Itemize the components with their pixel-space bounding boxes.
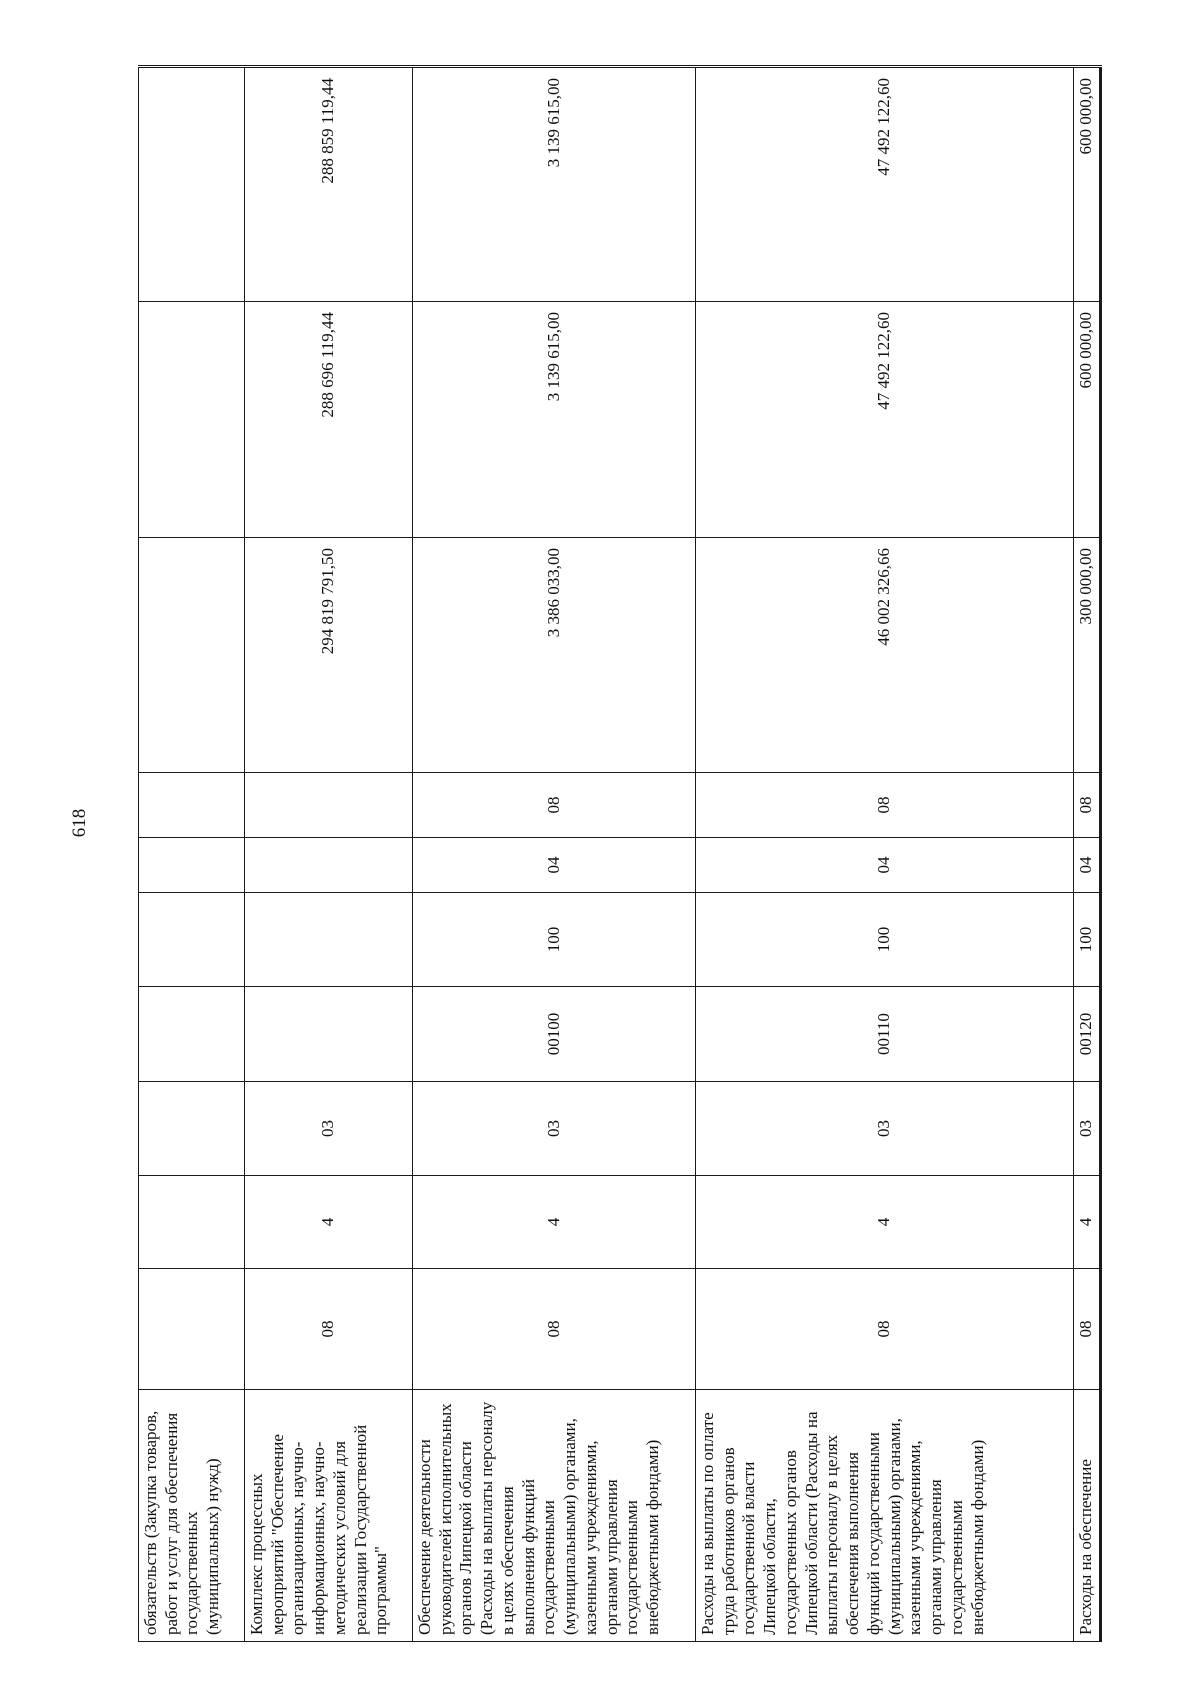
cell-code-3: 03 [696,1082,1074,1176]
table-row [696,67,1074,1642]
cell-value-3 [139,67,245,302]
cell-code-1: 08 [696,1269,1074,1390]
cell-code-1: 08 [1074,1269,1101,1390]
cell-code-4 [139,987,245,1082]
row-description: Комплекс процессных мероприятий "Обеспечение организационных, научно-информационных, научно-методических условий для реализации Государственной программы" [245,1390,413,1642]
cell-code-5: 100 [1074,893,1101,987]
cell-code-7 [139,773,245,838]
cell-code-4: 00110 [696,987,1074,1082]
cell-value-1 [139,538,245,773]
cell-code-6 [245,838,413,893]
row-description: Расходы на обеспечение [1074,1390,1101,1642]
cell-code-1: 08 [413,1269,696,1390]
cell-code-6 [139,838,245,893]
cell-value-3: 600 000,00 [1074,67,1101,302]
cell-value-1: 3 386 033,00 [413,538,696,773]
row-description: обязательств (Закупка товаров, работ и услуг для обеспечения государственных (муниципальных) нужд) [139,1390,245,1642]
cell-code-7: 08 [413,773,696,838]
cell-code-2: 4 [413,1176,696,1269]
cell-code-4 [245,987,413,1082]
cell-code-2 [139,1176,245,1269]
cell-code-5 [245,893,413,987]
cell-code-3: 03 [245,1082,413,1176]
cell-code-1: 08 [245,1269,413,1390]
cell-code-6: 04 [696,838,1074,893]
table-row [1074,67,1101,1642]
cell-value-2 [139,302,245,538]
cell-code-7: 08 [1074,773,1101,838]
table-row [139,67,245,1642]
cell-code-6: 04 [1074,838,1101,893]
cell-code-5: 100 [413,893,696,987]
cell-code-7 [245,773,413,838]
cell-value-2: 47 492 122,60 [696,302,1074,538]
page-number: 618 [69,808,90,838]
cell-value-1: 46 002 326,66 [696,538,1074,773]
cell-value-2: 288 696 119,44 [245,302,413,538]
cell-value-2: 3 139 615,00 [413,302,696,538]
budget-table-rotated [138,67,1095,1642]
cell-code-3: 03 [1074,1082,1101,1176]
table-row [245,67,413,1642]
budget-table [138,65,1102,1642]
row-description: Обеспечение деятельности руководителей исполнительных органов Липецкой области (Расходы на выплаты персоналу в целях обеспечения выполнения функций государственными (муниципальными) органами, казенными учреждениями, органами управления государственными внебюджетными фондами) [413,1390,696,1642]
cell-code-5: 100 [696,893,1074,987]
table-row [413,67,696,1642]
cell-code-2: 4 [245,1176,413,1269]
cell-code-6: 04 [413,838,696,893]
cell-value-2: 600 000,00 [1074,302,1101,538]
row-description: Расходы на выплаты по оплате труда работников органов государственной власти Липецкой области, государственных органов Липецкой области (Расходы на выплаты персоналу в целях обеспечения выполнения функций государственными (муниципальными) органами, казенными учреждениями, органами управления государственными внебюджетными фондами) [696,1390,1074,1642]
cell-value-3: 3 139 615,00 [413,67,696,302]
cell-code-3: 03 [413,1082,696,1176]
cell-code-2: 4 [696,1176,1074,1269]
cell-code-2: 4 [1074,1176,1101,1269]
cell-code-3 [139,1082,245,1176]
cell-value-3: 288 859 119,44 [245,67,413,302]
cell-code-7: 08 [696,773,1074,838]
cell-code-1 [139,1269,245,1390]
cell-code-4: 00120 [1074,987,1101,1082]
cell-value-1: 300 000,00 [1074,538,1101,773]
cell-value-1: 294 819 791,50 [245,538,413,773]
cell-code-4: 00100 [413,987,696,1082]
cell-code-5 [139,893,245,987]
cell-value-3: 47 492 122,60 [696,67,1074,302]
